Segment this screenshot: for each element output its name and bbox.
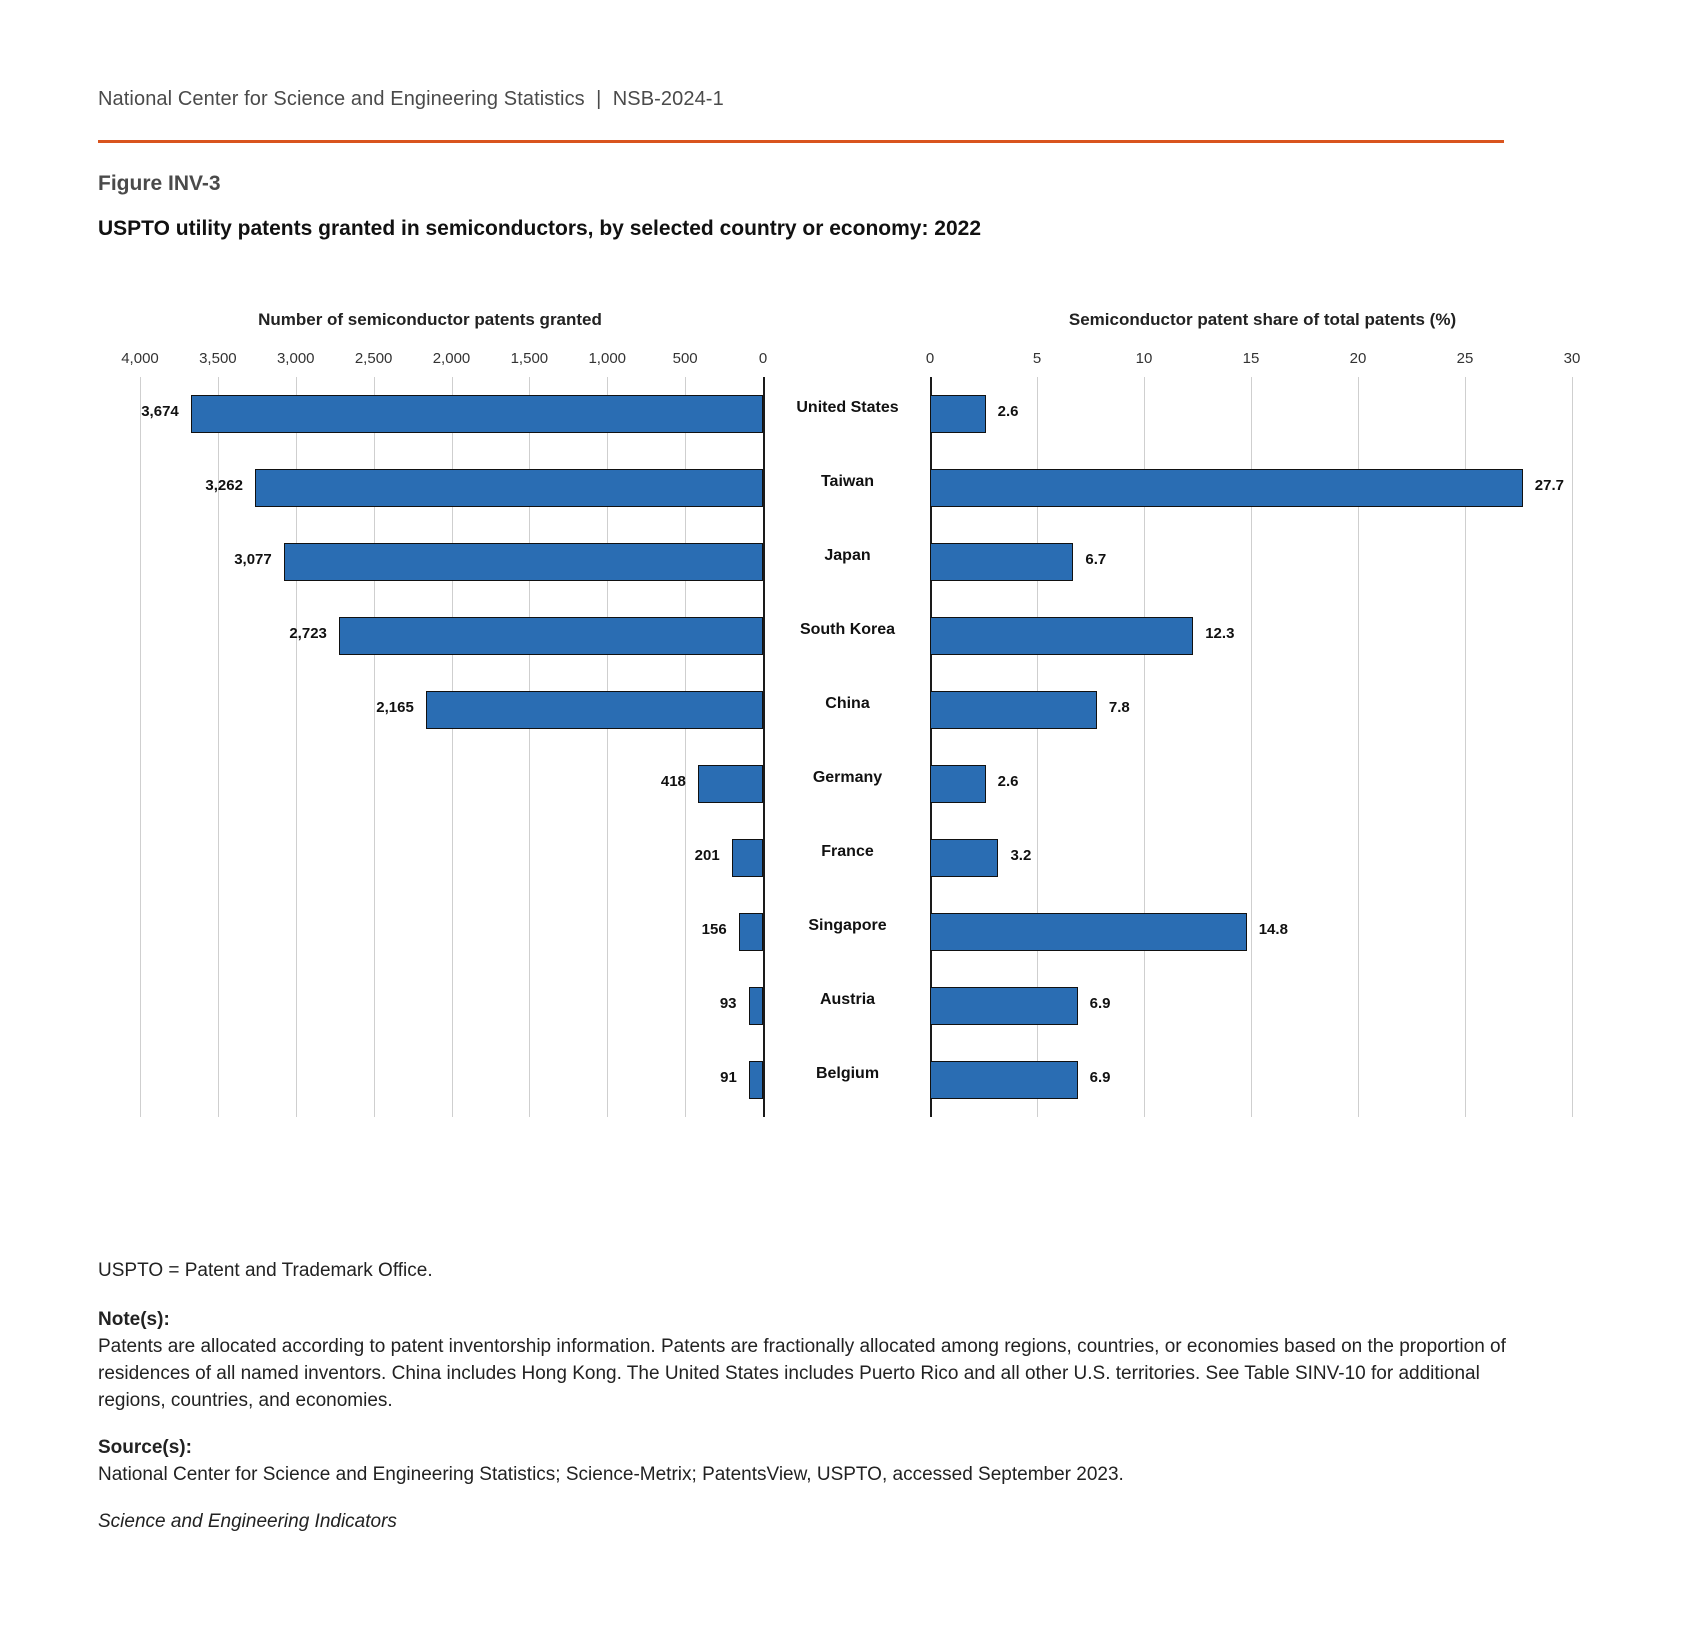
left-axis-tick-label: 500 [672, 350, 698, 367]
left-axis-tick-label: 3,000 [276, 350, 315, 367]
share-bar-value: 27.7 [1534, 477, 1564, 494]
share-bar-value: 7.8 [1108, 699, 1130, 716]
share-bar [930, 1061, 1078, 1099]
figure-title: USPTO utility patents granted in semiconductors, by selected country or economy: 2022 [98, 217, 981, 240]
chart-row [0, 895, 1699, 969]
share-bar [930, 543, 1073, 581]
share-bar-value: 6.9 [1089, 995, 1111, 1012]
share-bar [930, 617, 1193, 655]
share-bar [930, 913, 1247, 951]
category-label: Singapore [808, 917, 887, 934]
right-axis-tick-label: 0 [925, 350, 935, 367]
chart-row [0, 747, 1699, 821]
chart-row [0, 1043, 1699, 1117]
share-bar [930, 395, 986, 433]
share-bar [930, 987, 1078, 1025]
figure-number: Figure INV-3 [98, 172, 221, 195]
count-bar [698, 765, 763, 803]
chart-row [0, 525, 1699, 599]
right-axis-tick-label: 30 [1563, 350, 1581, 367]
share-bar-value: 6.9 [1089, 1069, 1111, 1086]
count-bar-value: 2,723 [289, 625, 327, 642]
count-bar-value: 2,165 [376, 699, 414, 716]
count-bar [749, 987, 763, 1025]
count-bar-value: 3,262 [205, 477, 243, 494]
share-bar-value: 2.6 [997, 403, 1019, 420]
series-note: Science and Engineering Indicators [98, 1510, 397, 1532]
share-bar-value: 3.2 [1010, 847, 1032, 864]
share-bar [930, 469, 1523, 507]
share-bar-value: 12.3 [1205, 625, 1235, 642]
abbreviation-note: USPTO = Patent and Trademark Office. [98, 1260, 433, 1281]
category-label: South Korea [799, 621, 896, 638]
category-label: France [821, 843, 874, 860]
count-bar [426, 691, 763, 729]
right-axis-tick-label: 20 [1349, 350, 1367, 367]
category-label: Germany [812, 769, 883, 786]
count-bar [339, 617, 763, 655]
chart-row [0, 451, 1699, 525]
left-axis-tick-label: 1,000 [588, 350, 627, 367]
header-divider [98, 140, 1504, 143]
chart-row [0, 599, 1699, 673]
header-separator: | [590, 88, 608, 110]
chart-row [0, 969, 1699, 1043]
header-agency: National Center for Science and Engineering Statistics [98, 88, 585, 110]
header-report-id: NSB-2024-1 [612, 88, 724, 110]
left-axis-tick-label: 2,500 [354, 350, 393, 367]
category-label: China [825, 695, 870, 712]
figure-footer [98, 1258, 1518, 1536]
chart-area [0, 290, 1699, 1200]
notes-text: Patents are allocated according to patent inventorship information. Patents are fractionally allocated among regions, countries, or economies based on the proportion of residences of all named inventors. China includes Hong Kong. The United States includes Puerto Rico and all other U.S. territories. See Table SINV-10 for additional regions, countries, and economies. [98, 1335, 1506, 1411]
right-panel-title: Semiconductor patent share of total patents (%) [1068, 310, 1457, 329]
chart-row [0, 377, 1699, 451]
sources-text: National Center for Science and Engineering Statistics; Science-Metrix; PatentsView, USPTO, accessed September 2023. [98, 1463, 1124, 1485]
share-bar-value: 2.6 [997, 773, 1019, 790]
left-axis-tick-label: 4,000 [121, 350, 159, 367]
share-bar [930, 691, 1097, 729]
left-axis-tick-label: 2,000 [432, 350, 471, 367]
category-label: Taiwan [820, 473, 875, 490]
left-axis-tick-label: 1,500 [510, 350, 549, 367]
share-bar [930, 839, 998, 877]
right-axis-tick-label: 10 [1135, 350, 1153, 367]
count-bar-value: 93 [719, 995, 737, 1012]
left-axis-tick-label: 0 [758, 350, 768, 367]
count-bar [732, 839, 763, 877]
count-bar-value: 3,674 [141, 403, 179, 420]
chart-row [0, 821, 1699, 895]
right-axis-tick-label: 5 [1032, 350, 1042, 367]
right-axis-tick-label: 25 [1456, 350, 1474, 367]
count-bar [255, 469, 763, 507]
left-panel-title: Number of semiconductor patents granted [258, 310, 602, 329]
count-bar-value: 418 [660, 773, 686, 790]
count-bar-value: 201 [694, 847, 720, 864]
count-bar-value: 156 [701, 921, 727, 938]
page-header [98, 88, 724, 111]
chart-rows [0, 377, 1699, 1117]
share-bar-value: 14.8 [1258, 921, 1288, 938]
chart-row [0, 673, 1699, 747]
count-bar [749, 1061, 763, 1099]
count-bar [284, 543, 763, 581]
category-label: Austria [819, 991, 876, 1008]
count-bar-value: 91 [720, 1069, 737, 1086]
count-bar-value: 3,077 [234, 551, 272, 568]
count-bar [191, 395, 763, 433]
category-label: Japan [824, 547, 871, 564]
share-bar-value: 6.7 [1085, 551, 1107, 568]
sources-label: Source(s): [98, 1436, 192, 1458]
category-label: United States [796, 399, 899, 416]
category-label: Belgium [815, 1065, 880, 1082]
left-axis-tick-label: 3,500 [199, 350, 237, 367]
right-axis-tick-label: 15 [1242, 350, 1260, 367]
share-bar [930, 765, 986, 803]
notes-label: Note(s): [98, 1308, 170, 1330]
count-bar [739, 913, 763, 951]
